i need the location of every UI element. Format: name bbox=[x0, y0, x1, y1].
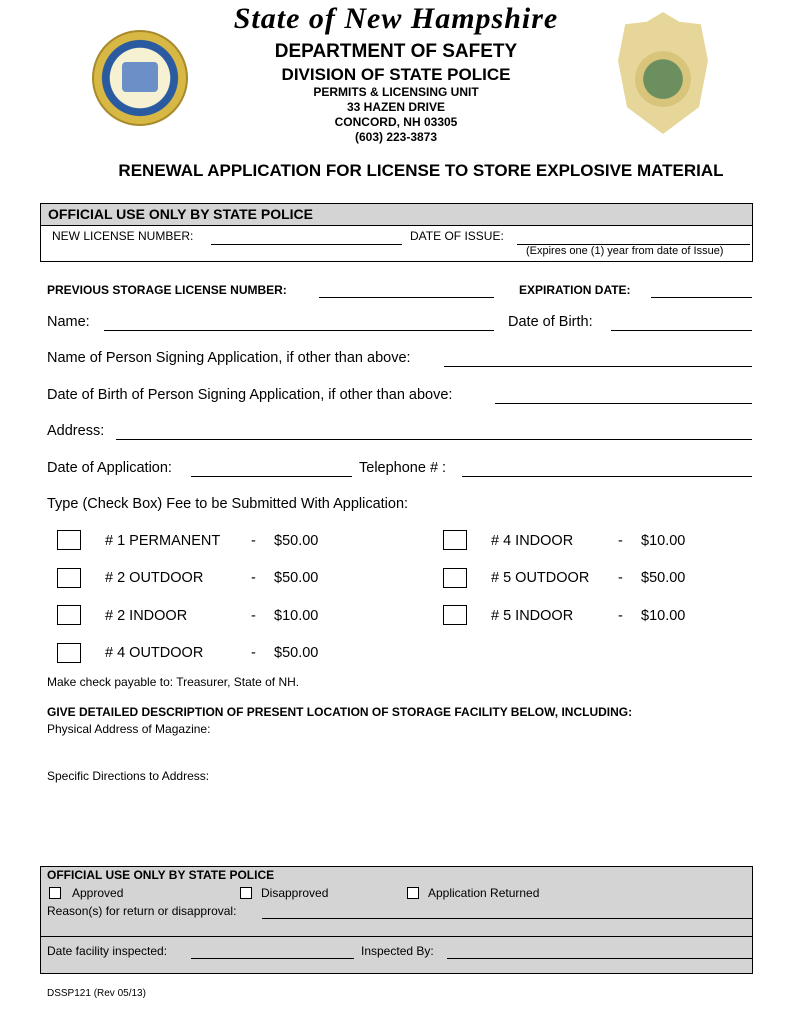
state-name: State of New Hampshire bbox=[233, 2, 559, 35]
fee-heading: Type (Check Box) Fee to be Submitted With Application: bbox=[47, 496, 409, 512]
form-title: RENEWAL APPLICATION FOR LICENSE TO STORE EXPLOSIVE MATERIAL bbox=[118, 161, 724, 180]
new-license-field[interactable] bbox=[211, 244, 402, 245]
fee-type: # 2 INDOOR bbox=[105, 608, 188, 624]
fee-5-outdoor-checkbox[interactable] bbox=[443, 568, 467, 588]
returned-checkbox[interactable] bbox=[407, 887, 419, 899]
official-use-heading: OFFICIAL USE ONLY BY STATE POLICE bbox=[48, 206, 314, 222]
reasons-field[interactable] bbox=[262, 918, 752, 919]
fee-4-indoor-checkbox[interactable] bbox=[443, 530, 467, 550]
description-heading: GIVE DETAILED DESCRIPTION OF PRESENT LOCATION OF STORAGE FACILITY BELOW, INCLUDING: bbox=[47, 705, 633, 719]
fee-price: $10.00 bbox=[641, 608, 686, 624]
name-field[interactable] bbox=[104, 330, 494, 331]
fee-price: $10.00 bbox=[274, 608, 319, 624]
department-name: DEPARTMENT OF SAFETY bbox=[274, 41, 518, 62]
returned-label: Application Returned bbox=[428, 886, 540, 900]
approved-checkbox[interactable] bbox=[49, 887, 61, 899]
expiry-note: (Expires one (1) year from date of Issue) bbox=[526, 245, 724, 257]
approved-label: Approved bbox=[72, 886, 124, 900]
street-address: 33 HAZEN DRIVE bbox=[346, 100, 446, 114]
fee-dash: - bbox=[618, 570, 623, 586]
fee-type: # 4 INDOOR bbox=[491, 533, 574, 549]
date-of-issue-label: DATE OF ISSUE: bbox=[410, 229, 504, 243]
signer-dob-field[interactable] bbox=[495, 403, 752, 404]
fee-price: $50.00 bbox=[274, 533, 319, 549]
address-field[interactable] bbox=[116, 439, 752, 440]
prev-license-field[interactable] bbox=[319, 297, 494, 298]
directions-label: Specific Directions to Address: bbox=[47, 769, 210, 783]
official-use-heading: OFFICIAL USE ONLY BY STATE POLICE bbox=[47, 868, 275, 882]
city-address: CONCORD, NH 03305 bbox=[334, 115, 458, 129]
fee-type: # 4 OUTDOOR bbox=[105, 645, 204, 661]
inspected-by-label: Inspected By: bbox=[361, 944, 434, 958]
reasons-label: Reason(s) for return or disapproval: bbox=[47, 904, 237, 918]
fee-dash: - bbox=[251, 608, 256, 624]
new-license-label: NEW LICENSE NUMBER: bbox=[52, 229, 194, 243]
physical-address-label: Physical Address of Magazine: bbox=[47, 722, 211, 736]
expiration-label: EXPIRATION DATE: bbox=[519, 283, 631, 297]
unit-name: PERMITS & LICENSING UNIT bbox=[313, 85, 479, 99]
fee-1-permanent-checkbox[interactable] bbox=[57, 530, 81, 550]
name-label: Name: bbox=[47, 314, 90, 330]
fee-2-indoor-checkbox[interactable] bbox=[57, 605, 81, 625]
fee-price: $50.00 bbox=[274, 645, 319, 661]
telephone-label: Telephone # : bbox=[359, 460, 447, 476]
official-use-bottom-box bbox=[40, 866, 753, 974]
fee-5-indoor-checkbox[interactable] bbox=[443, 605, 467, 625]
fee-2-outdoor-checkbox[interactable] bbox=[57, 568, 81, 588]
app-date-field[interactable] bbox=[191, 476, 352, 477]
inspected-date-label: Date facility inspected: bbox=[47, 944, 168, 958]
address-label: Address: bbox=[47, 423, 105, 439]
prev-license-label: PREVIOUS STORAGE LICENSE NUMBER: bbox=[47, 283, 287, 297]
payable-note: Make check payable to: Treasurer, State of NH. bbox=[47, 675, 300, 689]
disapproved-label: Disapproved bbox=[261, 886, 329, 900]
unit-phone: (603) 223-3873 bbox=[354, 130, 438, 144]
signer-name-field[interactable] bbox=[444, 366, 752, 367]
fee-4-outdoor-checkbox[interactable] bbox=[57, 643, 81, 663]
expiration-field[interactable] bbox=[651, 297, 752, 298]
app-date-label: Date of Application: bbox=[47, 460, 172, 476]
inspected-date-field[interactable] bbox=[191, 958, 354, 959]
signer-dob-label: Date of Birth of Person Signing Application, if other than above: bbox=[47, 387, 453, 403]
inspected-by-field[interactable] bbox=[447, 958, 752, 959]
fee-price: $50.00 bbox=[641, 570, 686, 586]
fee-dash: - bbox=[251, 645, 256, 661]
fee-dash: - bbox=[251, 570, 256, 586]
fee-type: # 5 INDOOR bbox=[491, 608, 574, 624]
fee-type: # 5 OUTDOOR bbox=[491, 570, 590, 586]
fee-price: $10.00 bbox=[641, 533, 686, 549]
fee-dash: - bbox=[251, 533, 256, 549]
disapproved-checkbox[interactable] bbox=[240, 887, 252, 899]
signer-name-label: Name of Person Signing Application, if other than above: bbox=[47, 350, 411, 366]
fee-type: # 1 PERMANENT bbox=[105, 533, 221, 549]
official-use-top-box bbox=[40, 203, 753, 262]
telephone-field[interactable] bbox=[462, 476, 752, 477]
fee-dash: - bbox=[618, 608, 623, 624]
dob-field[interactable] bbox=[611, 330, 752, 331]
division-name: DIVISION OF STATE POLICE bbox=[281, 65, 511, 84]
form-number: DSSP121 (Rev 05/13) bbox=[47, 988, 146, 999]
fee-dash: - bbox=[618, 533, 623, 549]
dob-label: Date of Birth: bbox=[508, 314, 593, 330]
fee-type: # 2 OUTDOOR bbox=[105, 570, 204, 586]
fee-price: $50.00 bbox=[274, 570, 319, 586]
